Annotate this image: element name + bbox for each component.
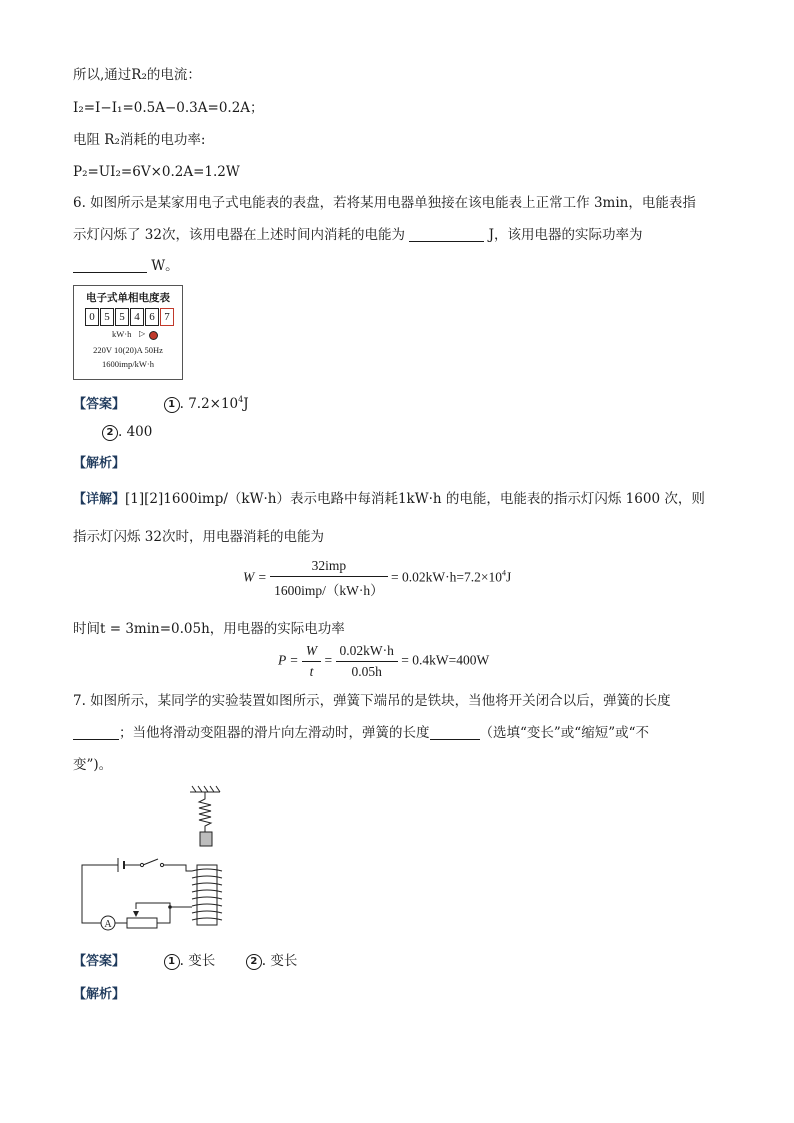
rheostat-slider: [133, 911, 139, 917]
q7-line-3: 变”)。: [73, 757, 113, 773]
prev-line-3: 电阻 R₂消耗的电功率:: [73, 132, 206, 148]
meter-digit: 6: [145, 308, 159, 326]
meter-digit: 4: [130, 308, 144, 326]
q6-line-3-text: W。: [151, 258, 179, 274]
q7-line-2-text: ；当他将滑动变阻器的滑片向左滑动时，弹簧的长度: [119, 725, 430, 741]
answer-number-badge: 1: [164, 954, 180, 970]
answer-number-badge: 1: [164, 397, 180, 413]
q6-line-3: [73, 257, 179, 275]
detail-text-1: [1][2]1600imp/（kW·h）表示电路中每消耗1kW·h 的电能，电能表的指示灯闪烁 1600 次，则: [125, 491, 705, 507]
answer-tag: 【答案】: [73, 397, 126, 412]
meter-digit: 0: [85, 308, 99, 326]
q6-time-line: 时间t = 3min=0.05h，用电器的实际电功率: [73, 621, 345, 637]
q6-detail-line-2: 指示灯闪烁 32次时，用电器消耗的电能为: [73, 529, 324, 545]
q6-line-1: 6. 如图所示是某家用电子式电能表的表盘，若将某用电器单独接在该电能表上正常工作 3min，电能表指: [73, 195, 696, 211]
prev-line-1: 所以,通过R₂的电流：: [73, 67, 201, 83]
q6-answer-row-2: [102, 423, 152, 441]
q7-analysis-tag: [73, 985, 125, 1004]
eq2-fraction-1: [302, 643, 321, 680]
eq1-unit: J: [505, 569, 512, 585]
electric-meter-figure: [73, 285, 183, 380]
meter-spec-2: 1600imp/kW·h: [102, 359, 154, 369]
eq1-exponent: 4: [501, 568, 506, 578]
q7-answer-2: . 变长: [261, 953, 298, 969]
equation-energy: [243, 558, 511, 599]
eq1-denominator: 1600imp/（kW·h）: [274, 583, 384, 598]
indicator-lamp-icon: [149, 331, 158, 340]
answer-2-value: . 400: [118, 424, 153, 440]
junction-dot: [168, 905, 172, 909]
rheostat: [127, 918, 157, 928]
ammeter-label: A: [104, 919, 112, 930]
q6-blank-1[interactable]: [409, 227, 484, 242]
spring: [199, 792, 211, 832]
answer-1-unit: J: [243, 396, 249, 412]
analysis-tag: 【解析】: [73, 456, 126, 471]
meter-digits: [85, 308, 175, 326]
q6-line-2-text-b: J，该用电器的实际功率为: [488, 227, 643, 243]
q6-line-2: [73, 226, 643, 244]
analysis-tag: 【解析】: [73, 987, 126, 1002]
eq2-numerator-1: W: [302, 643, 321, 662]
meter-spec-1: 220V 10(20)A 50Hz: [93, 345, 163, 355]
battery: [118, 858, 124, 872]
eq1-numerator: 32imp: [270, 558, 388, 577]
eq2-equals: =: [324, 652, 333, 668]
eq2-fraction-2: [336, 643, 398, 680]
q7-blank-1[interactable]: [73, 725, 119, 740]
q6-answer-row-1: [73, 391, 249, 414]
eq2-denominator-1: t: [309, 664, 314, 679]
q7-line-2: [73, 724, 649, 742]
answer-1-value: . 7.2×10: [179, 396, 239, 412]
eq2-lhs: P =: [278, 652, 299, 668]
answer-tag: 【答案】: [73, 954, 126, 969]
meter-digit: 5: [100, 308, 114, 326]
prev-line-4: P₂=UI₂=6V×0.2A=1.2W: [73, 164, 240, 180]
eq1-lhs: W =: [243, 569, 267, 585]
q6-blank-2[interactable]: [73, 258, 147, 273]
meter-digit: 5: [115, 308, 129, 326]
switch: [140, 859, 163, 867]
play-arrow-icon: ▷: [139, 329, 146, 338]
iron-block: [200, 832, 212, 846]
prev-line-2: I₂=I−I₁=0.5A−0.3A=0.2A；: [73, 100, 264, 116]
q7-answer-1: . 变长: [179, 953, 216, 969]
eq2-rhs: = 0.4kW=400W: [401, 652, 490, 668]
answer-number-badge: 2: [102, 425, 118, 441]
meter-digit-last: 7: [160, 308, 174, 326]
answer-number-badge: 2: [246, 954, 262, 970]
ceiling-support: [190, 786, 220, 792]
q6-line-2-text: 示灯闪烁了 32次，该用电器在上述时间内消耗的电能为: [73, 227, 405, 243]
eq1-rhs: = 0.02kW·h=7.2×10: [390, 569, 502, 585]
circuit-diagram: [70, 785, 240, 935]
meter-title: 电子式单相电度表: [86, 292, 170, 304]
answer-1-exponent: 4: [238, 395, 244, 404]
q7-answer-row: [73, 952, 297, 971]
q7-line-1: 7. 如图所示，某同学的实验装置如图所示，弹簧下端吊的是铁块，当他将开关闭合以后，弹簧的长度: [73, 693, 671, 709]
equation-power: [278, 643, 489, 680]
q7-blank-2[interactable]: [430, 725, 480, 740]
detail-tag: 【详解】: [73, 492, 126, 507]
eq2-numerator-2: 0.02kW·h: [336, 643, 398, 662]
q6-detail-line-1: [73, 490, 705, 509]
eq1-fraction: [270, 558, 388, 599]
q7-line-2-choice: （选填“变长”或“缩短”或“不: [479, 725, 650, 741]
eq2-denominator-2: 0.05h: [351, 664, 382, 679]
meter-unit: kW·h: [112, 329, 132, 339]
q6-analysis-tag: [73, 454, 125, 473]
solenoid: [197, 865, 217, 925]
